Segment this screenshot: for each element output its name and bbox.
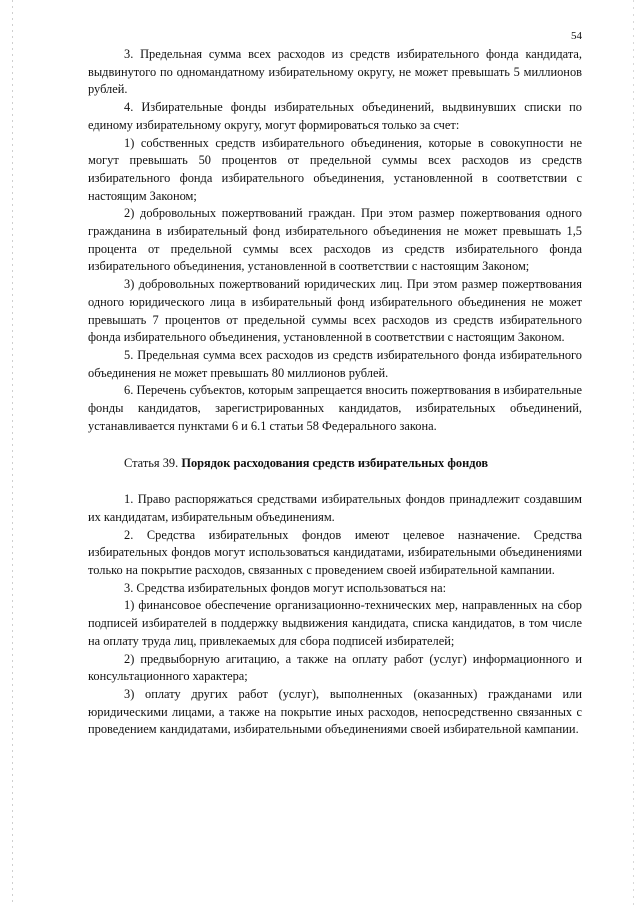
paragraph: 2. Средства избирательных фондов имеют целевое назначение. Средства избирательных фондов могут использоваться кандидатами, избирательными объединениями только на покрытие расходов, связанных с проведением своей избирательной кампании. bbox=[88, 527, 582, 577]
paragraph: 3) оплату других работ (услуг), выполненных (оказанных) гражданами или юридическими лицами, а также на покрытие иных расходов, непосредственно связанных с проведением кандидатами, избирательными объединениями своей избирательной кампании. bbox=[88, 686, 582, 737]
scan-edge-left bbox=[12, 0, 13, 905]
page-number: 54 bbox=[571, 30, 582, 42]
article-heading bbox=[88, 455, 582, 473]
paragraph: 2) добровольных пожертвований граждан. При этом размер пожертвования одного гражданина в избирательный фонд избирательного объединения не может превышать 1,5 процента от предельной суммы всех расходов из средств избирательного фонда избирательного объединения, установленной в соответствии с настоящим Законом; bbox=[88, 206, 582, 274]
article-number: Статья 39. bbox=[124, 456, 179, 471]
paragraph: 6. Перечень субъектов, которым запрещается вносить пожертвования в избирательные фонды кандидатов, зарегистрированных кандидатов, избирательных объединений, устанавливается пунктами 6 и 6.1 статьи 58 Федерального закона. bbox=[88, 383, 582, 433]
paragraph: 1) финансовое обеспечение организационно-технических мер, направленных на сбор подписей избирателей в поддержку выдвижения кандидата, списка кандидатов, в том числе на оплату труда лиц, привлекаемых для сбора подписей избирателей; bbox=[88, 598, 582, 648]
paragraph: 3. Средства избирательных фондов могут использоваться на: bbox=[124, 580, 447, 595]
paragraph: 4. Избирательные фонды избирательных объединений, выдвинувших списки по единому избирательному округу, могут формироваться только за счет: bbox=[88, 100, 582, 132]
paragraph: 2) предвыборную агитацию, а также на оплату работ (услуг) информационного и консультационного характера; bbox=[88, 651, 582, 684]
paragraph: 1) собственных средств избирательного объединения, которые в совокупности не могут превышать 50 процентов от предельной суммы всех расходов из средств избирательного фонда избирательного объединения, установленной в соответствии с настоящим Законом; bbox=[88, 135, 582, 203]
paragraph: 3) добровольных пожертвований юридических лиц. При этом размер пожертвования одного юридического лица в избирательный фонд избирательного объединения не может превышать 7 процентов от предельной суммы всех расходов из средств избирательного фонда избирательного объединения, установленной в соответствии с настоящим Законом. bbox=[88, 277, 582, 345]
paragraph: 5. Предельная сумма всех расходов из средств избирательного фонда избирательного объединения не может превышать 80 миллионов рублей. bbox=[88, 347, 582, 380]
article-title: Порядок расходования средств избирательных фондов bbox=[181, 456, 489, 471]
paragraph: 3. Предельная сумма всех расходов из средств избирательного фонда кандидата, выдвинутого по одномандатному избирательному округу, не может превышать 5 миллионов рублей. bbox=[88, 47, 582, 97]
scan-edge-right bbox=[633, 0, 634, 905]
paragraph: 1. Право распоряжаться средствами избирательных фондов принадлежит создавшим их кандидатам, избирательным объединениям. bbox=[88, 492, 582, 524]
document-body bbox=[88, 46, 582, 739]
